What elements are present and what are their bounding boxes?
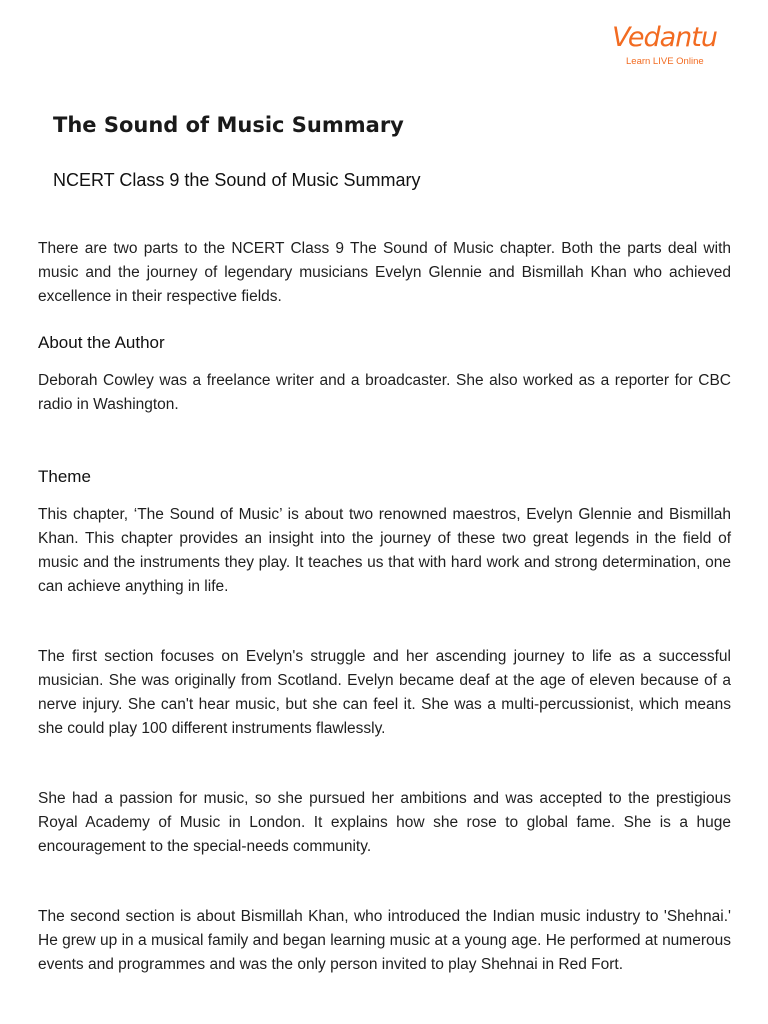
about-author-heading: About the Author — [38, 333, 165, 352]
theme-paragraph: This chapter, ‘The Sound of Music’ is about two renowned maestros, Evelyn Glennie and Bismillah Khan. This chapter provides an insight into the journey of these two great legends in the field of music and the instruments they play. It teaches us that with hard work and strong determination, one can achieve anything in life. — [38, 506, 731, 595]
second-section-paragraph: The second section is about Bismillah Khan, who introduced the Indian music industry to 'Shehnai.' He grew up in a musical family and began learning music at a young age. He performed at numerous events and programmes and was the only person invited to play Shehnai in Red Fort. — [38, 908, 731, 973]
passion-paragraph: She had a passion for music, so she pursued her ambitions and was accepted to the prestigious Royal Academy of Music in London. It explains how she rose to global fame. She is a huge encouragement to the special-needs community. — [38, 790, 731, 855]
theme-heading: Theme — [38, 467, 91, 486]
page-title: The Sound of Music Summary — [53, 113, 404, 137]
logo-wordmark: Vedantu — [612, 22, 717, 53]
logo-tagline: Learn LIVE Online — [626, 56, 704, 67]
intro-paragraph: There are two parts to the NCERT Class 9 The Sound of Music chapter. Both the parts deal with music and the journey of legendary musicians Evelyn Glennie and Bismillah Khan who achieved excellence in their respective fields. — [38, 240, 731, 305]
first-section-paragraph: The first section focuses on Evelyn's struggle and her ascending journey to life as a successful musician. She was originally from Scotland. Evelyn became deaf at the age of eleven because of a nerve injury. She can't hear music, but she can feel it. She was a multi-percussionist, which means she could play 100 different instruments flawlessly. — [38, 648, 731, 737]
about-author-paragraph: Deborah Cowley was a freelance writer and a broadcaster. She also worked as a reporter for CBC radio in Washington. — [38, 372, 731, 413]
vedantu-logo — [612, 18, 722, 74]
page-subtitle: NCERT Class 9 the Sound of Music Summary — [53, 170, 421, 190]
